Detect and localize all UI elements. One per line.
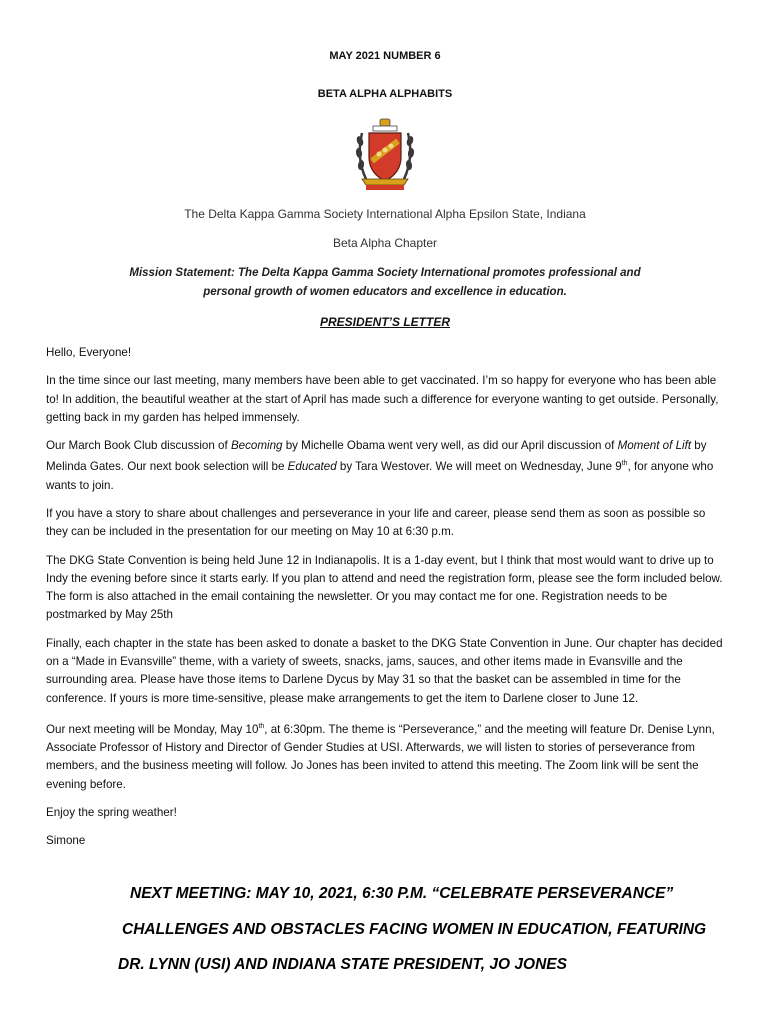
next-meeting-line-1: NEXT MEETING: MAY 10, 2021, 6:30 P.M. “CELEBRATE PERSEVERANCE” <box>130 885 674 902</box>
society-crest-logo <box>352 113 418 195</box>
paragraph-next-meeting: Our next meeting will be Monday, May 10th, at 6:30pm. The theme is “Perseverance,” and the meeting will feature Dr. Denise Lynn, Associate Professor of History and Director of Gender Studies at USI. Afterwards, we will listen to stories of perseverance from members, and the business meeting will follow. Jo Jones has been invited to attend this meeting. The Zoom link will be sent the evening before. <box>46 722 715 791</box>
mission-line-2: personal growth of women educators and excellence in education. <box>203 286 567 298</box>
greeting: Hello, Everyone! <box>46 346 132 359</box>
presidents-letter-heading: PRESIDENT’S LETTER <box>319 315 450 329</box>
mission-statement <box>0 264 770 302</box>
closing: Enjoy the spring weather! <box>46 805 177 819</box>
next-meeting-line-2: CHALLENGES AND OBSTACLES FACING WOMEN IN EDUCATION, FEATURING <box>122 921 707 938</box>
paragraph-basket: Finally, each chapter in the state has been asked to donate a basket to the DKG State Convention in June. Our chapter has decided on a “Made in Evansville” theme, with a variety of sweets, snacks, jams, sauces, and other items made in Evansville and the surrounding area. Please have those items to Darlene Dycus by May 31 so that the basket can be assembled in time for the conference. If yours is more time-sensitive, please make arrangements to get the item to Darlene closer to June 12. <box>46 636 723 705</box>
chapter-name: Beta Alpha Chapter <box>332 236 438 250</box>
paragraph-book-club: Our March Book Club discussion of Becoming by Michelle Obama went very well, as did our April discussion of Moment of Lift by Melinda Gates. Our next book selection will be Educated by Tara Westover. We will meet on Wednesday, June 9th, for anyone who wants to join. <box>46 439 714 492</box>
mission-line-1: Mission Statement: The Delta Kappa Gamma Society International promotes professional and <box>129 267 641 279</box>
book-title: Becoming <box>230 439 283 453</box>
letter-body <box>46 344 726 861</box>
paragraph-stories: If you have a story to share about challenges and perseverance in your life and career, please send them as soon as possible so they can be included in the presentation for our meeting on May 10 at 6:30 p.m. <box>46 506 706 539</box>
book-title: Educated <box>287 460 337 474</box>
paragraph-convention: The DKG State Convention is being held June 12 in Indianapolis. It is a 1-day event, but I think that most would want to drive up to Indy the evening before since it starts early. If you plan to attend and need the registration form, please see the form included below. The form is also attached in the email containing the newsletter. Or you may contact me for one. Registration needs to be postmarked by May 25th <box>46 553 723 622</box>
newsletter-title: BETA ALPHA ALPHABITS <box>317 88 453 100</box>
signature: Simone <box>46 834 86 848</box>
society-name: The Delta Kappa Gamma Society International Alpha Epsilon State, Indiana <box>184 207 586 221</box>
paragraph-vaccinations: In the time since our last meeting, many members have been able to get vaccinated. I’m so happy for everyone who has been able to! In addition, the beautiful weather at the start of April has made such a difference for everyone wanting to get outside. Personally, getting back in my garden has helped immensely. <box>46 374 719 424</box>
issue-number: MAY 2021 NUMBER 6 <box>329 50 441 62</box>
book-title: Moment of Lift <box>617 439 692 453</box>
next-meeting-line-3: DR. LYNN (USI) AND INDIANA STATE PRESIDENT, JO JONES <box>118 956 567 973</box>
